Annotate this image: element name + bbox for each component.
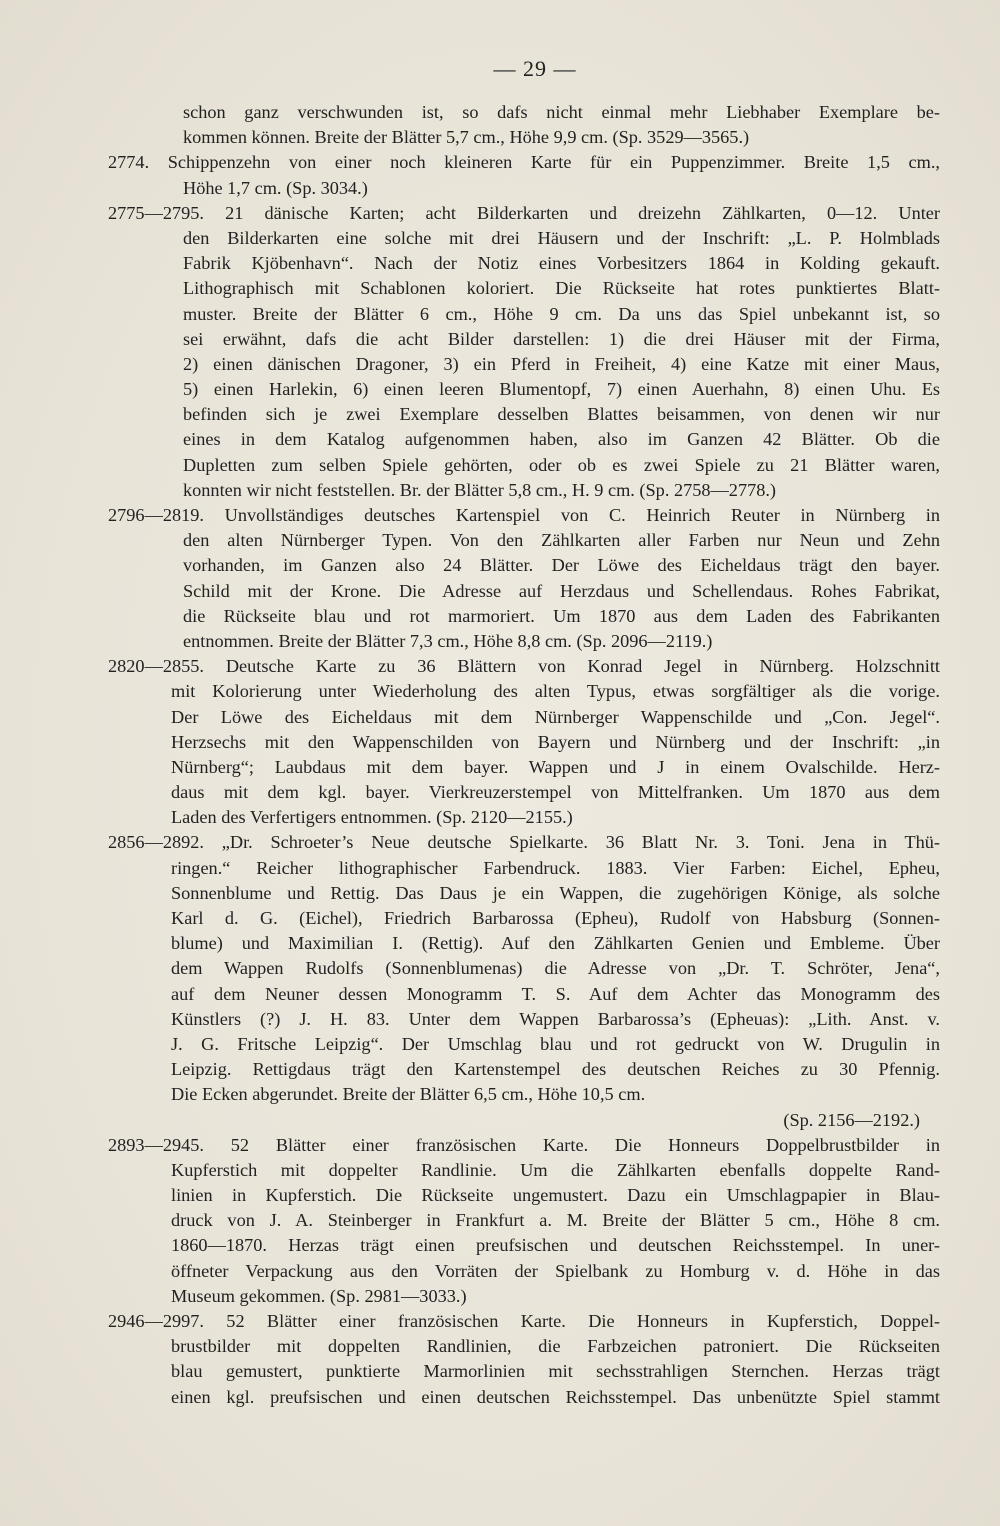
text-line: daus mit dem kgl. bayer. Vierkreuzerstempel von Mittelfranken. Um 1870 aus dem [171,782,940,803]
text-line: 2893—2945. 52 Blätter einer französischen Karte. Die Honneurs Doppelbrustbilder in [108,1134,940,1155]
text-line: 1860—1870. Herzas trägt einen preufsischen und deutschen Reichsstempel. In uner- [171,1235,940,1256]
text-line: Sonnenblume und Rettig. Das Daus je ein Wappen, die zugehörigen Könige, als solche [171,882,940,903]
text-line: 2946—2997. 52 Blätter einer französischen Karte. Die Honneurs in Kupferstich, Doppel- [108,1311,940,1331]
text-line: Dupletten zum selben Spiele gehörten, oder ob es zwei Spiele zu 21 Blätter waren, [183,454,940,475]
text-line: befinden sich je zwei Exemplare desselben Blattes beisammen, von denen wir nur [183,404,940,425]
text-line: ringen.“ Reicher lithographischer Farbendruck. 1883. Vier Farben: Eichel, Epheu, [171,857,940,878]
text-line: blume) und Maximilian I. (Rettig). Auf den Zählkarten Genien und Embleme. Über [171,933,940,954]
text-line: den alten Nürnberger Typen. Von den Zählkarten aller Farben nur Neun und Zehn [183,530,940,551]
text-line: brustbilder mit doppelten Randlinien, die Farbzeichen patroniert. Die Rückseiten [171,1336,940,1357]
text-line: 2796—2819. Unvollständiges deutsches Kartenspiel von C. Heinrich Reuter in Nürnberg in [108,505,940,525]
text-line: Schild mit der Krone. Die Adresse auf Herzdaus und Schellendaus. Rohes Fabrikat, [183,580,940,601]
text-line: druck von J. A. Steinberger in Frankfurt a. M. Breite der Blätter 5 cm., Höhe 8 cm. [171,1210,940,1231]
text-line: mit Kolorierung unter Wiederholung des alten Typus, etwas sorgfältiger als die vorige. [171,681,940,702]
text-line: Herzsechs mit den Wappenschilden von Bayern und Nürnberg und der Inschrift: „in [171,731,940,752]
text-line: 2774. Schippenzehn von einer noch kleineren Karte für ein Puppenzimmer. Breite 1,5 cm., [108,152,940,173]
page-number: — 29 — [493,56,577,81]
text-line: 2) einen dänischen Dragoner, 3) ein Pferd in Freiheit, 4) eine Katze mit einer Maus, [183,353,940,374]
text-line: 2856—2892. „Dr. Schroeter’s Neue deutsche Spielkarte. 36 Blatt Nr. 3. Toni. Jena in Thü- [108,832,940,853]
text-line: die Rückseite blau und rot marmoriert. Um 1870 aus dem Laden des Fabrikanten [183,605,940,626]
text-line: Kupferstich mit doppelter Randlinie. Um die Zählkarten ebenfalls doppelte Rand- [171,1159,940,1180]
catalog-text [108,100,940,1410]
text-line: (Sp. 2156—2192.) [783,1109,920,1130]
text-line: vorhanden, im Ganzen also 24 Blätter. Der Löwe des Eicheldaus trägt den bayer. [183,555,940,576]
text-line: Leipzig. Rettigdaus trägt den Kartenstempel des deutschen Reiches zu 30 Pfennig. [171,1059,940,1080]
text-line: Der Löwe des Eicheldaus mit dem Nürnberger Wappenschilde und „Con. Jegel“. [171,706,940,727]
text-line: muster. Breite der Blätter 6 cm., Höhe 9 cm. Da uns das Spiel unbekannt ist, so [183,303,940,324]
text-line: konnten wir nicht feststellen. Br. der Blätter 5,8 cm., H. 9 cm. (Sp. 2758—2778.) [183,479,777,500]
text-line: 2775—2795. 21 dänische Karten; acht Bilderkarten und dreizehn Zählkarten, 0—12. Unter [108,202,940,223]
text-line: J. G. Fritsche Leipzig“. Der Umschlag blau und rot gedruckt von W. Drugulin in [171,1033,940,1054]
text-line: öffneter Verpackung aus den Vorräten der Spielbank zu Homburg v. d. Höhe in das [171,1260,940,1281]
text-line: kommen können. Breite der Blätter 5,7 cm., Höhe 9,9 cm. (Sp. 3529—3565.) [183,127,750,148]
text-line: linien in Kupferstich. Die Rückseite ungemustert. Dazu ein Umschlagpapier in Blau- [171,1185,940,1206]
text-line: Fabrik Kjöbenhavn“. Nach der Notiz eines Vorbesitzers 1864 in Kolding gekauft. [183,253,940,274]
text-line: Nürnberg“; Laubdaus mit dem bayer. Wappen und J in einem Ovalschilde. Herz- [171,756,940,777]
text-line: Laden des Verfertigers entnommen. (Sp. 2120—2155.) [171,807,573,828]
text-line: auf dem Neuner dessen Monogramm T. S. Auf dem Achter das Monogramm des [171,983,940,1004]
text-line: Karl d. G. (Eichel), Friedrich Barbarossa (Epheu), Rudolf von Habsburg (Sonnen- [171,908,940,928]
text-line: dem Wappen Rudolfs (Sonnenblumenas) die Adresse von „Dr. T. Schröter, Jena“, [171,958,940,979]
text-line: blau gemustert, punktierte Marmorlinien mit sechsstrahligen Sternchen. Herzas trägt [171,1361,940,1382]
text-line: einen kgl. preufsischen und einen deutschen Reichsstempel. Das unbenützte Spiel stammt [171,1386,940,1407]
text-line: schon ganz verschwunden ist, so dafs nicht einmal mehr Liebhaber Exemplare be- [183,102,940,122]
text-line: eines in dem Katalog aufgenommen haben, also im Ganzen 42 Blätter. Ob die [183,429,940,450]
text-line: 2820—2855. Deutsche Karte zu 36 Blättern von Konrad Jegel in Nürnberg. Holzschnitt [108,656,940,677]
text-line: sei erwähnt, dafs die acht Bilder darstellen: 1) die drei Häuser mit der Firma, [183,328,940,349]
text-line: Museum gekommen. (Sp. 2981—3033.) [171,1285,467,1306]
text-line: Die Ecken abgerundet. Breite der Blätter 6,5 cm., Höhe 10,5 cm. [171,1084,646,1105]
text-line: entnommen. Breite der Blätter 7,3 cm., Höhe 8,8 cm. (Sp. 2096—2119.) [183,630,713,651]
text-line: Lithographisch mit Schablonen koloriert. Die Rückseite hat rotes punktiertes Blatt- [183,278,940,299]
text-line: Höhe 1,7 cm. (Sp. 3034.) [183,177,368,198]
text-line: den Bilderkarten eine solche mit drei Häusern und der Inschrift: „L. P. Holmblads [183,227,940,248]
text-line: 5) einen Harlekin, 6) einen leeren Blumentopf, 7) einen Auerhahn, 8) einen Uhu. Es [183,379,940,400]
text-line: Künstlers (?) J. H. 83. Unter dem Wappen Barbarossa’s (Epheuas): „Lith. Anst. v. [171,1008,940,1029]
